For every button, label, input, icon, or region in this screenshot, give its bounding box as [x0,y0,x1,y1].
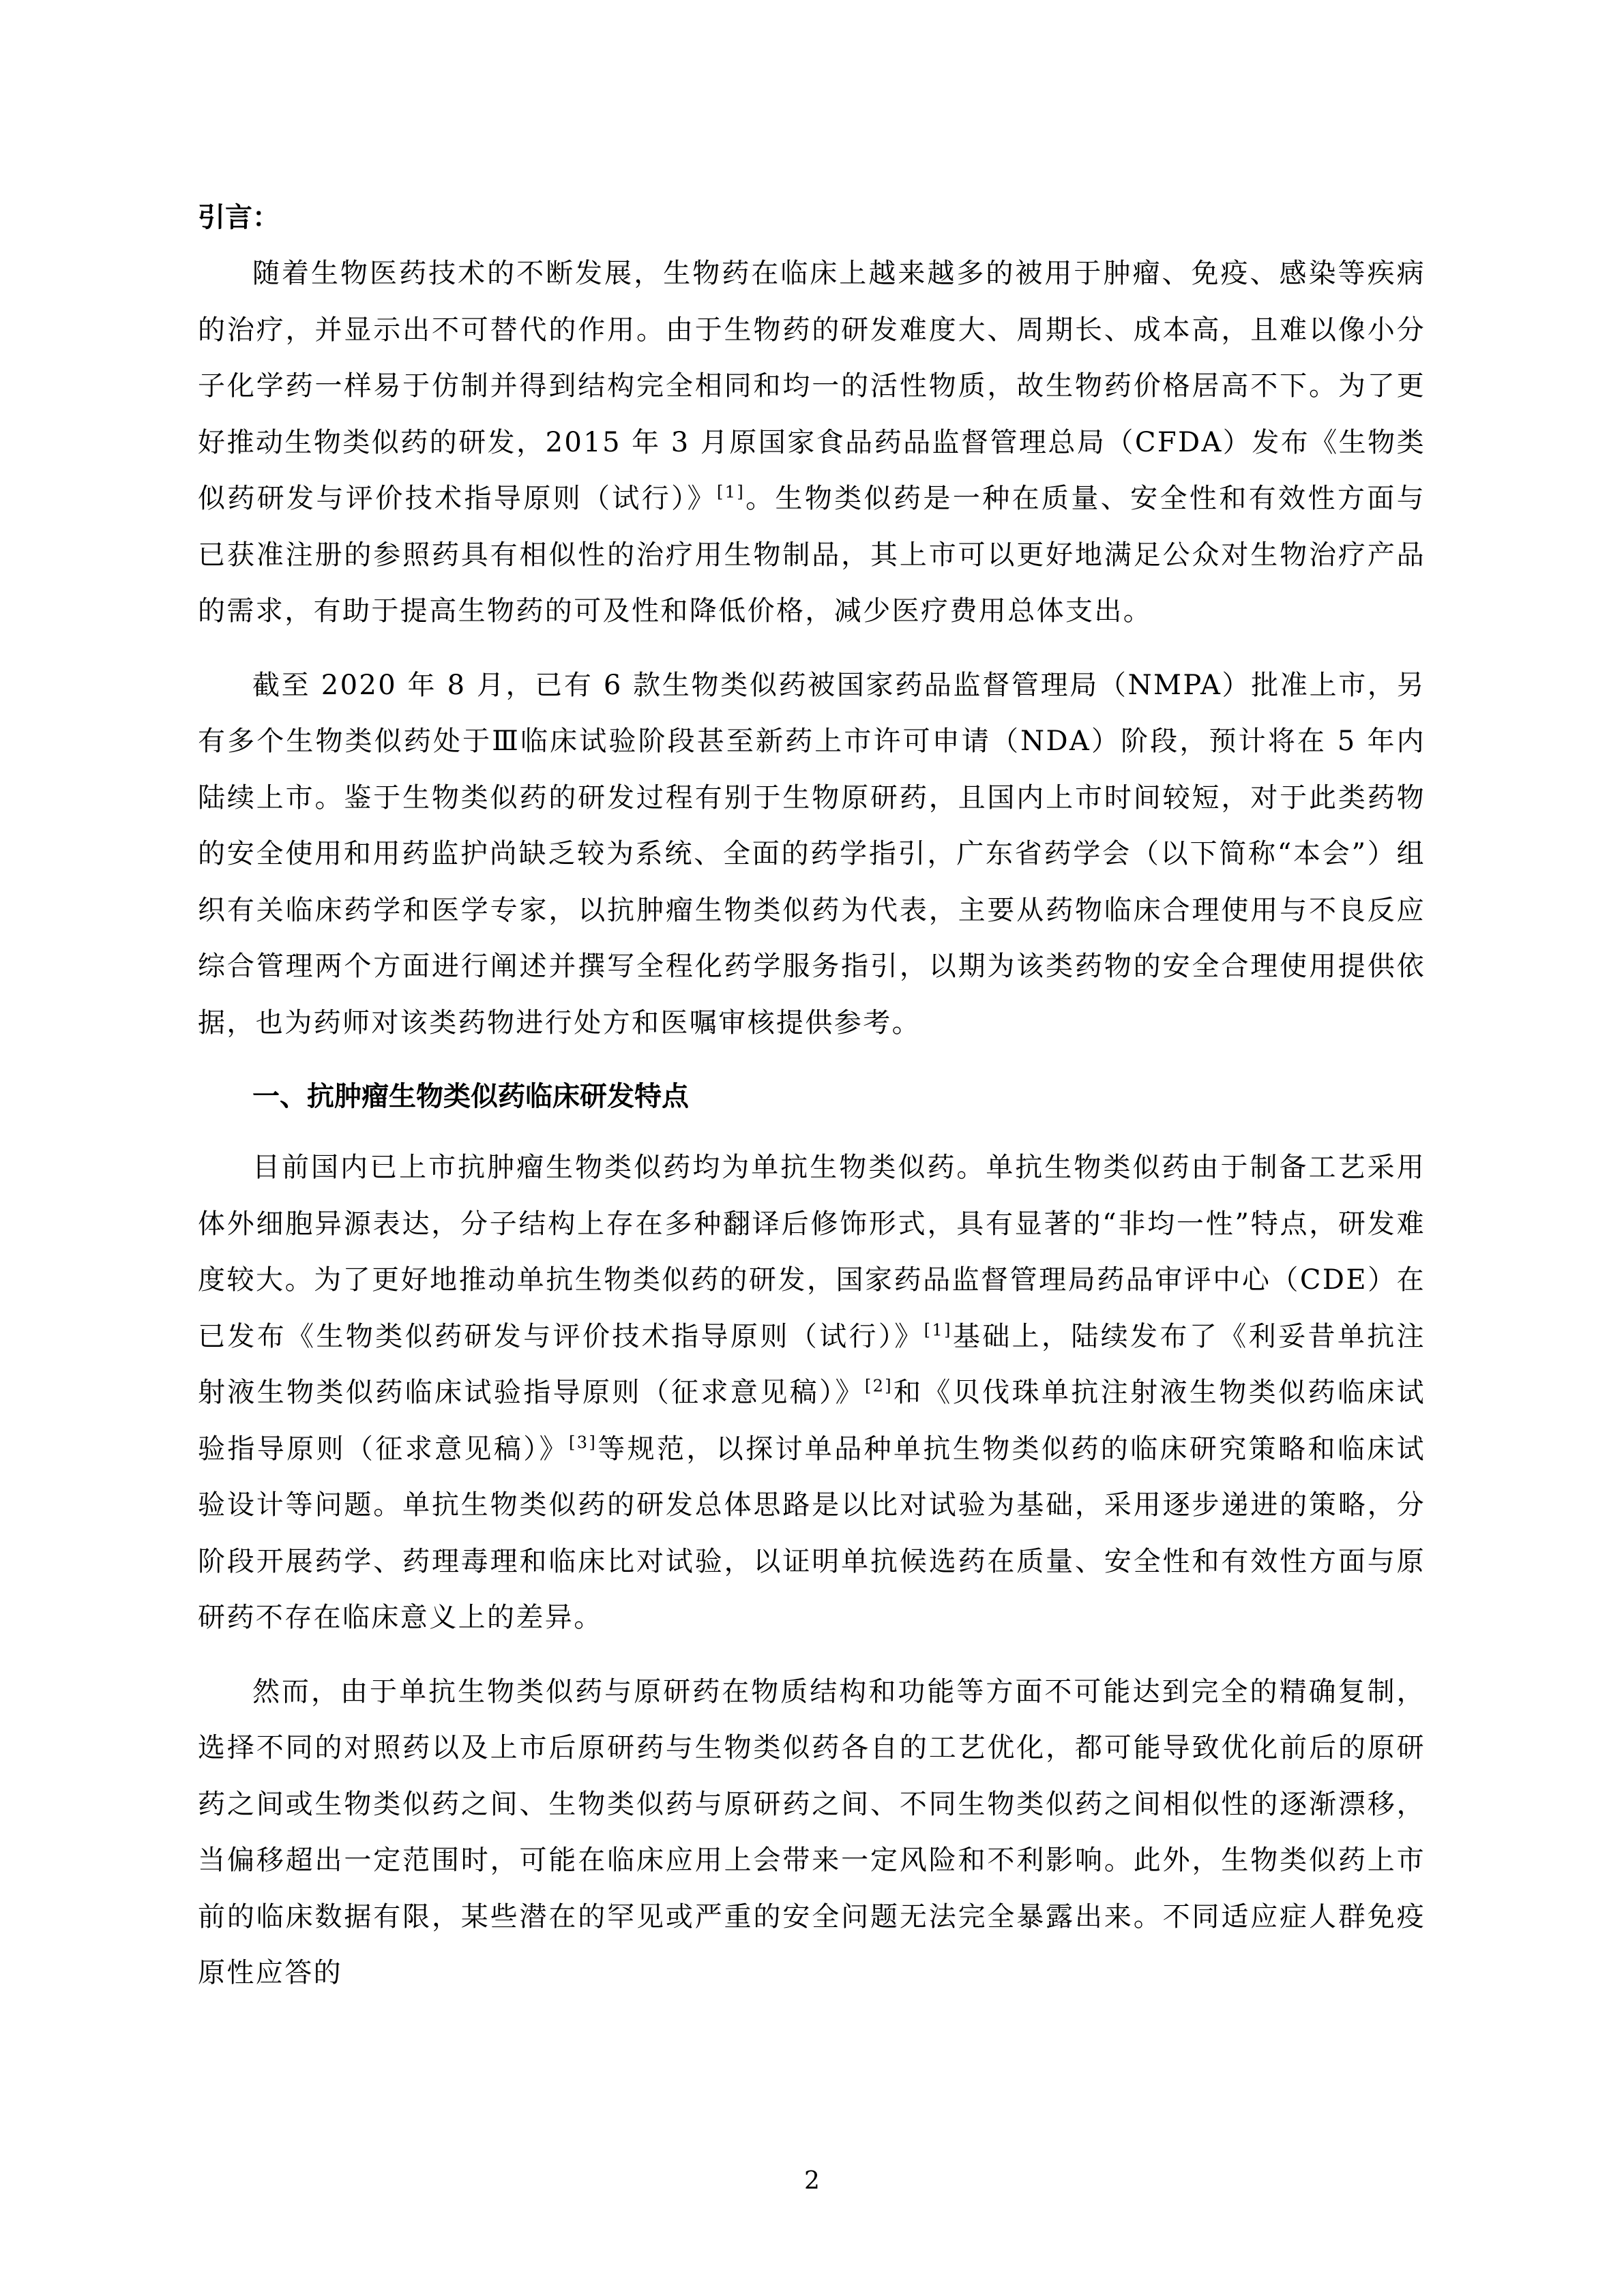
paragraph-intro-text-b: 。生物类似药是一种在质量、安全性和有效性方面与已获准注册的参照药具有相似性的治疗用生物制品，其上市可以更好地满足公众对生物治疗产品的需求，有助于提高生物药的可及性和降低价格，减少医疗费用总体支出。 [198,483,1426,627]
paragraph-intro [198,245,1426,640]
citation-ref-3: [3] [569,1433,597,1452]
paragraph-risk: 然而，由于单抗生物类似药与原研药在物质结构和功能等方面不可能达到完全的精确复制，选择不同的对照药以及上市后原研药与生物类似药各自的工艺优化，都可能导致优化前后的原研药之间或生物类似药之间、生物类似药与原研药之间、不同生物类似药之间相似性的逐渐漂移，当偏移超出一定范围时，可能在临床应用上会带来一定风险和不利影响。此外，生物类似药上市前的临床数据有限，某些潜在的罕见或严重的安全问题无法完全暴露出来。不同适应症人群免疫原性应答的 [198,1675,1426,1988]
citation-ref-1: [1] [924,1320,952,1340]
page-number: 2 [804,2167,820,2195]
paragraph-status: 截至 2020 年 8 月，已有 6 款生物类似药被国家药品监督管理局（NMPA）批准上市，另有多个生物类似药处于Ⅲ临床试验阶段甚至新药上市许可申请（NDA）阶段，预计将在 5 年内陆续上市。鉴于生物类似药的研发过程有别于生物原研药，且国内上市时间较短，对于此类药物的安全使用和用药监护尚缺乏较为系统、全面的药学指引，广东省药学会（以下简称“本会”）组织有关临床药学和医学专家，以抗肿瘤生物类似药为代表，主要从药物临床合理使用与不良反应综合管理两个方面进行阐述并撰写全程化药学服务指引，以期为该类药物的安全合理使用提供依据，也为药师对该类药物进行处方和医嘱审核提供参考。 [198,669,1426,1039]
paragraph-development-text-a: 目前国内已上市抗肿瘤生物类似药均为单抗生物类似药。单抗生物类似药由于制备工艺采用体外细胞异源表达，分子结构上存在多种翻译后修饰形式，具有显著的“非均一性”特点，研发难度较大。为了更好地推动单抗生物类似药的研发，国家药品监督管理局药品审评中心（CDE）在已发布《生物类似药研发与评价技术指导原则（试行）》 [198,1152,1426,1352]
paragraph-intro-text-a: 随着生物医药技术的不断发展，生物药在临床上越来越多的被用于肿瘤、免疫、感染等疾病的治疗，并显示出不可替代的作用。由于生物药的研发难度大、周期长、成本高，且难以像小分子化学药一样易于仿制并得到结构完全相同和均一的活性物质，故生物药价格居高不下。为了更好推动生物类似药的研发，2015 年 3 月原国家食品药品监督管理总局（CFDA）发布《生物类似药研发与评价技术指导原则（试行）》 [198,258,1426,514]
citation-ref-1: [1] [716,482,745,502]
citation-ref-2: [2] [864,1376,894,1396]
paragraph-development-text-c: 和《贝伐珠单抗注射液生物类似药临床试验指导原则（征求意见稿）》 [198,1377,1426,1465]
document-body [198,190,1426,2019]
section-title: 一、抗肿瘤生物类似药临床研发特点 [252,1080,689,1112]
paragraph-development [198,1139,1426,1646]
paragraph-development-text-b: 基础上，陆续发布了《利妥昔单抗注射液生物类似药临床试验指导原则（征求意见稿）》 [198,1320,1426,1408]
intro-heading: 引言： [198,201,280,233]
paragraph-development-text-d: 等规范，以探讨单品种单抗生物类似药的临床研究策略和临床试验设计等问题。单抗生物类似药的研发总体思路是以比对试验为基础，采用逐步递进的策略，分阶段开展药学、药理毒理和临床比对试验，以证明单抗候选药在质量、安全性和有效性方面与原研药不存在临床意义上的差异。 [198,1433,1426,1633]
